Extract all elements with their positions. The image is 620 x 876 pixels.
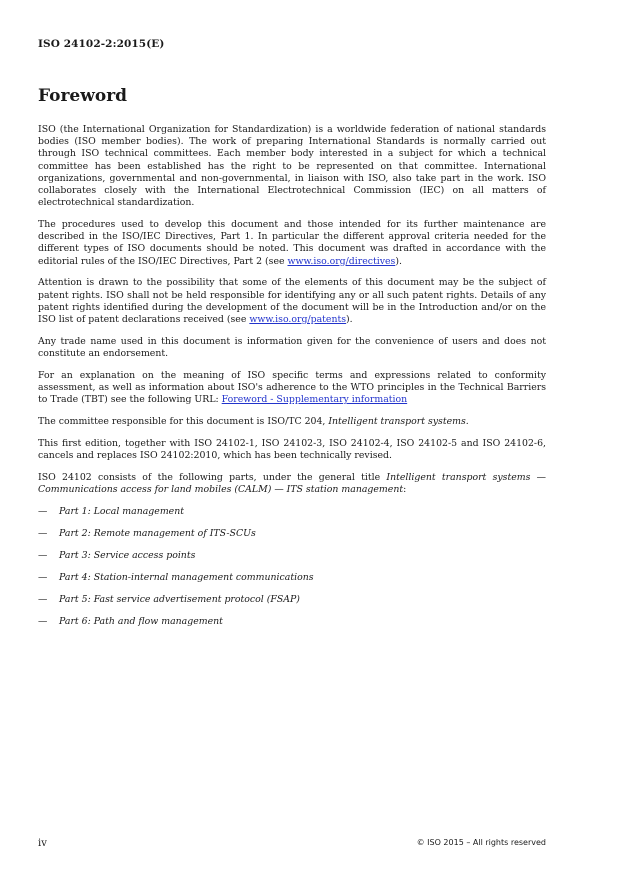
dash-marker: — <box>38 528 48 540</box>
list-item <box>38 616 546 628</box>
supplementary-info-link[interactable]: Foreword - Supplementary information <box>221 394 408 406</box>
directives-link[interactable]: www.iso.org/directives <box>287 255 396 267</box>
list-item <box>38 594 546 606</box>
copyright-notice: © ISO 2015 – All rights reserved <box>416 838 546 847</box>
paragraph-parts-intro <box>38 472 546 496</box>
dash-marker: — <box>38 506 48 518</box>
paragraph-text: ISO 24102 consists of the following parts, under the general title <box>38 471 387 483</box>
paragraph-procedures <box>38 219 546 268</box>
paragraph-text: The committee responsible for this document is ISO/TC 204, <box>38 416 329 428</box>
list-item <box>38 550 546 562</box>
dash-marker: — <box>38 550 48 562</box>
paragraph-text: ). <box>346 314 353 326</box>
paragraph-text: For an explanation on the meaning of ISO specific terms and expressions related to conformity assessment, as well as information about ISO's adherence to the WTO principles in the Technical Barriers to Trade (TBT) see the following URL: <box>38 369 546 406</box>
patents-link[interactable]: www.iso.org/patents <box>249 314 347 326</box>
committee-title: Intelligent transport systems <box>328 416 466 428</box>
part-title: Part 3: Service access points <box>59 550 196 562</box>
paragraph-text: ). <box>395 255 402 267</box>
list-item <box>38 528 546 540</box>
paragraph-trade-name: Any trade name used in this document is information given for the convenience of users and does not constitute an endorsement. <box>38 335 546 360</box>
dash-marker: — <box>38 616 48 628</box>
list-item <box>38 506 546 518</box>
parts-list <box>38 506 546 628</box>
paragraph-text: : <box>403 484 407 496</box>
paragraph-committee <box>38 416 546 428</box>
list-item <box>38 572 546 584</box>
foreword-body <box>38 124 546 638</box>
paragraph-patents <box>38 277 546 326</box>
document-page <box>38 0 546 876</box>
paragraph-text: Attention is drawn to the possibility that some of the elements of this document may be the subject of patent rights. ISO shall not be held responsible for identifying any or all such patent rights. Details of any patent rights identified during the development of the document will be in the Introduction and/or on the ISO list of patent declarations received (see <box>38 277 546 326</box>
part-title: Part 6: Path and flow management <box>59 616 223 628</box>
page-footer <box>38 838 546 849</box>
paragraph-conformity <box>38 370 546 407</box>
paragraph-text: . <box>465 416 469 428</box>
page-number: iv <box>38 838 47 849</box>
paragraph-iso-intro: ISO (the International Organization for Standardization) is a worldwide federation of national standards bodies (ISO member bodies). The work of preparing International Standards is normally carried out through ISO technical committees. Each member body interested in a subject for which a technical committee has been established has the right to be represented on that committee. International organizations, governmental and non-governmental, in liaison with ISO, also take part in the work. ISO collaborates closely with the International Electrotechnical Commission (IEC) on all matters of electrotechnical standardization. <box>38 124 546 209</box>
part-title: Part 4: Station-internal management communications <box>59 572 314 584</box>
part-title: Part 2: Remote management of ITS-SCUs <box>59 528 256 540</box>
paragraph-edition: This first edition, together with ISO 24102-1, ISO 24102-3, ISO 24102-4, ISO 24102-5 and ISO 24102-6, cancels and replaces ISO 24102:2010, which has been technically revised. <box>38 437 546 462</box>
document-identifier: ISO 24102-2:2015(E) <box>38 38 165 50</box>
dash-marker: — <box>38 594 48 606</box>
dash-marker: — <box>38 572 48 584</box>
part-title: Part 1: Local management <box>59 506 184 518</box>
part-title: Part 5: Fast service advertisement protocol (FSAP) <box>59 594 300 606</box>
section-title: Foreword <box>38 86 128 106</box>
general-title: Intelligent transport systems — Communications access for land mobiles (CALM) — ITS station management <box>38 471 546 496</box>
paragraph-text: The procedures used to develop this document and those intended for its further maintenance are described in the ISO/IEC Directives, Part 1. In particular the different approval criteria needed for the different types of ISO documents should be noted. This document was drafted in accordance with the editorial rules of the ISO/IEC Directives, Part 2 (see <box>38 219 546 267</box>
